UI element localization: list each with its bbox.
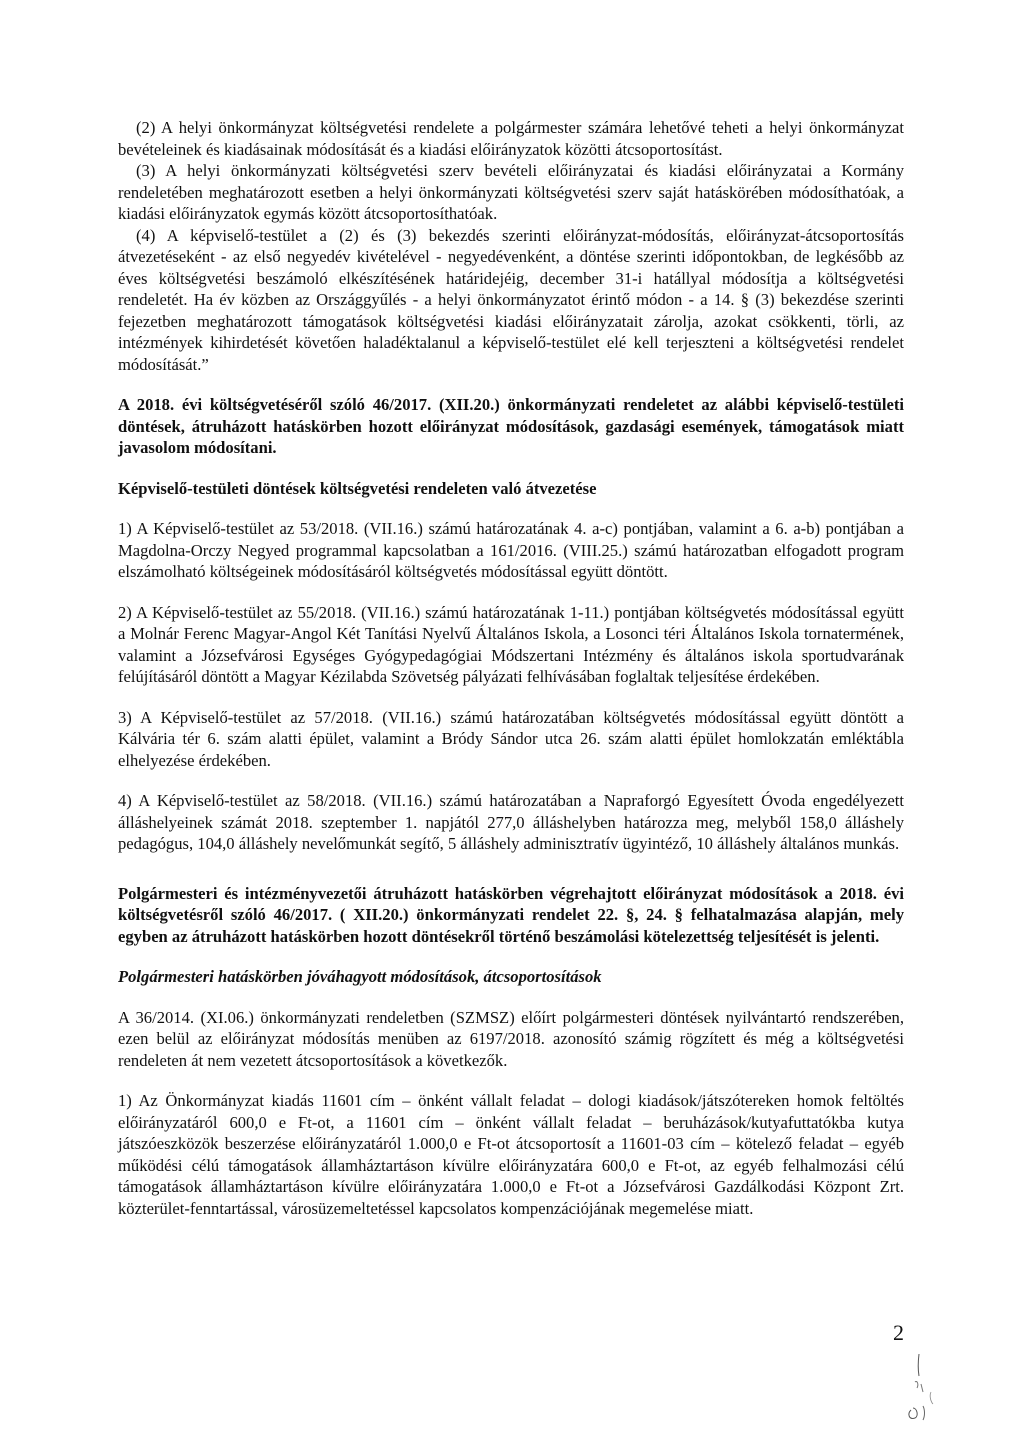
- paragraph-szmsz: A 36/2014. (XI.06.) önkormányzati rendeletben (SZMSZ) előírt polgármesteri döntések nyilvántartó rendszerében, ezen belül az előirányzat módosítás menüben az 6197/2018. azonosító számig rögzített és még a költségvetési rendeleten át nem vezetett átcsoportosítások a következők.: [118, 1007, 904, 1070]
- section-heading-mayoral-modifications: Polgármesteri és intézményvezetői átruházott hatáskörben végrehajtott előirányzat módosítások a 2018. évi költségvetésről szóló 46/2017. ( XII.20.) önkormányzati rendelet 22. §, 24. § felhatalmazása alapján, mely egyben az átruházott hatáskörben hozott döntésekről történő beszámolási kötelezettség teljesítését is jelenti.: [118, 883, 904, 946]
- intro-statement: A 2018. évi költségvetéséről szóló 46/2017. (XII.20.) önkormányzati rendeletet az alábbi képviselő-testületi döntések, átruházott hatáskörben hozott előirányzat módosítások, gazdasági események, támogatások miatt javasolom módosítani.: [118, 395, 904, 457]
- list-item-4: 4) A Képviselő-testület az 58/2018. (VII.16.) számú határozatában a Napraforgó Egyesített Óvoda engedélyezett álláshelyeinek számát 2018. szeptember 1. napjától 277,0 álláshelyben határozza meg, melyből 158,0 álláshely pedagógus, 104,0 álláshely nevelőmunkát segítő, 5 álláshely adminisztratív ügyintéző, 10 álláshely általános munkás.: [118, 791, 904, 853]
- paragraph-4: (4) A képviselő-testület a (2) és (3) bekezdés szerinti előirányzat-módosítás, előirányzat-átcsoportosítás átvezetéseként - az első negyedév kivételével - negyedévenként, a döntése szerinti időpontokban, de legkésőbb az éves költségvetési beszámoló elkészítésének határidejéig, december 31-i hatállyal módosítja a költségvetési rendeletét. Ha év közben az Országgyűlés - a helyi önkormányzatot érintő módon - a 14. § (3) bekezdése szerinti fejezetben meghatározott támogatások költségvetési kiadási előirányzatait zárolja, azokat csökkenti, törli, az intézmények kihirdetését követően haladéktalanul a képviselő-testület elé kell terjeszteni a költségvetési rendelet módosítását.”: [118, 225, 904, 374]
- list-item-mayoral-1: 1) Az Önkormányzat kiadás 11601 cím – önként vállalt feladat – dologi kiadások/játszótereken homok feltöltés előirányzatáról 600,0 e Ft-ot, a 11601 cím – önként vállalt feladat – beruházások/kutyafuttatókba kutya játszóeszközök beszerzése előirányzatáról 1.000,0 e Ft-ot átcsoportosít a 11601-03 cím – kötelező feladat – egyéb működési célú támogatások államháztartáson kívülre előirányzatára 600,0 e Ft-ot, az egyéb felhalmozási célú támogatások államháztartáson kívülre előirányzatára 1.000,0 e Ft-ot a Józsefvárosi Gazdálkodási Központ Zrt. közterület-fenntartással, városüzemeltetéssel kapcsolatos kompenzációjának megemelése miatt.: [118, 1091, 904, 1218]
- paragraph-2: (2) A helyi önkormányzat költségvetési rendelete a polgármester számára lehetővé teheti a helyi önkormányzat bevételeinek és kiadásainak módosítását és a kiadási előirányzatok közötti átcsoportosítást.: [118, 118, 904, 159]
- page-number: 2: [893, 1320, 904, 1345]
- list-item-3: 3) A Képviselő-testület az 57/2018. (VII.16.) számú határozatában költségvetés módosítással együtt döntött a Kálvária tér 6. szám alatti épület, valamint a Bródy Sándor utca 26. szám alatti épület homlokzatán emléktábla elhelyezése érdekében.: [118, 707, 904, 770]
- subsection-heading-mayoral-approved: Polgármesteri hatáskörben jóváhagyott módosítások, átcsoportosítások: [118, 967, 602, 986]
- paragraph-3: (3) A helyi önkormányzati költségvetési szerv bevételi előirányzatai és kiadási előirányzatai a Kormány rendeletében meghatározott esetben a helyi önkormányzati költségvetési szerv saját hatáskörében módosíthatóak, a kiadási előirányzatok egymás között átcsoportosíthatóak.: [118, 161, 904, 223]
- list-item-1: 1) A Képviselő-testület az 53/2018. (VII.16.) számú határozatának 4. a-c) pontjában, valamint a 6. a-b) pontjában a Magdolna-Orczy Negyed programmal kapcsolatban a 161/2016. (VIII.25.) számú határozatban elfogadott program elszámolható költségeinek módosításáról költségvetés módosítással együtt döntött.: [118, 519, 904, 581]
- list-item-2: 2) A Képviselő-testület az 55/2018. (VII.16.) számú határozatának 1-11.) pontjában költségvetés módosítással együtt a Molnár Ferenc Magyar-Angol Két Tanítási Nyelvű Általános Iskola, a Losonci téri Általános Iskola tornatermének, valamint a Józsefvárosi Egységes Gyógypedagógiai Módszertani Intézmény és általános iskola sportudvarának felújításáról döntött a Magyar Kézilabda Szövetség pályázati felhívásában foglaltak teljesítése érdekében.: [118, 602, 904, 686]
- document-body: [118, 117, 904, 1219]
- handwritten-initials: [905, 1352, 945, 1422]
- section-heading-council-decisions: Képviselő-testületi döntések költségvetési rendeleten való átvezetése: [118, 478, 597, 498]
